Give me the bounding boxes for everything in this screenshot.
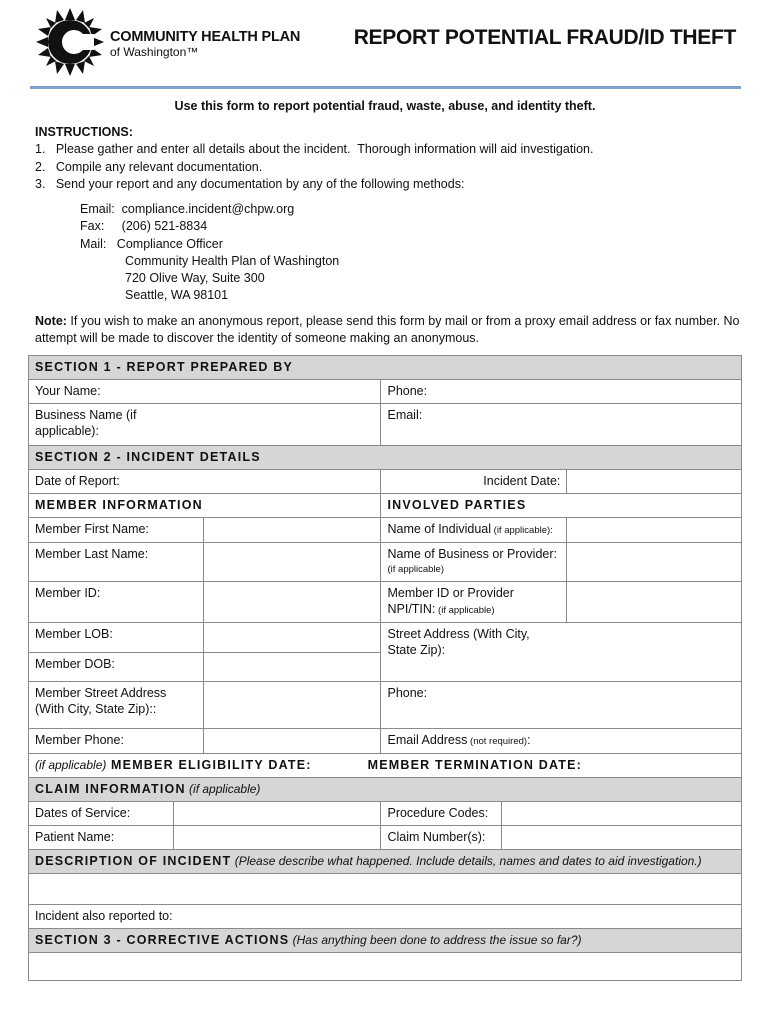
phone-label: Phone: — [387, 384, 428, 398]
patient-name-input[interactable] — [173, 826, 381, 850]
incident-date-input[interactable] — [567, 470, 742, 494]
org-name: COMMUNITY HEALTH PLAN — [110, 29, 301, 45]
report-form — [28, 355, 742, 981]
name-of-business-note: (if applicable) — [387, 564, 444, 575]
date-of-report-field[interactable] — [29, 470, 381, 494]
claim-info-note: (if applicable) — [185, 782, 261, 796]
instruction-step: 1. Please gather and enter all details about the incident. Thorough information will aid investigation. — [35, 142, 594, 157]
description-note: (Please describe what happened. Include details, names and dates to aid investigation.) — [231, 854, 702, 868]
org-subname: of Washington™ — [110, 45, 199, 59]
provider-id-label — [381, 582, 567, 623]
instruction-step: 3. Send your report and any documentation by any of the following methods: — [35, 177, 465, 192]
intro-text: Use this form to report potential fraud, waste, abuse, and identity theft. — [174, 99, 596, 113]
name-of-business-input[interactable] — [567, 543, 742, 582]
party-phone-label: Phone: — [387, 686, 428, 700]
name-of-individual-input[interactable] — [567, 518, 742, 543]
member-dob-label: Member DOB: — [29, 653, 204, 682]
dates-of-service-label: Dates of Service: — [29, 802, 174, 826]
corrective-actions-input[interactable] — [29, 953, 742, 981]
member-info-heading: MEMBER INFORMATION — [29, 494, 381, 518]
instructions — [35, 124, 745, 194]
member-phone-input[interactable] — [203, 729, 381, 754]
email-address-label: Email Address — [387, 733, 468, 747]
eligibility-label: MEMBER ELIGIBILITY DATE: — [106, 758, 312, 772]
description-text: DESCRIPTION OF INCIDENT — [35, 854, 232, 868]
claim-numbers-label: Claim Number(s): — [381, 826, 502, 850]
section3-heading — [29, 929, 742, 953]
member-lob-input[interactable] — [203, 623, 381, 653]
note-text: If you wish to make an anonymous report, please send this form by mail or from a proxy email address or fax number. No attempt will be made to discover the identity of someone making an anonymous. — [35, 314, 740, 346]
address-line: 720 Olive Way, Suite 300 — [125, 271, 265, 286]
procedure-codes-input[interactable] — [502, 802, 742, 826]
member-first-name-input[interactable] — [203, 518, 381, 543]
member-id-label: Member ID: — [29, 582, 204, 623]
contact-methods — [80, 201, 339, 305]
section3-note: (Has anything been done to address the issue so far?) — [289, 933, 582, 947]
member-lob-label: Member LOB: — [29, 623, 204, 653]
procedure-codes-label: Procedure Codes: — [381, 802, 502, 826]
member-street-text: Member Street Address (With City, State Zip):: — [35, 686, 167, 716]
section3-text: SECTION 3 - CORRECTIVE ACTIONS — [35, 933, 290, 947]
business-name-label: Business Name (if applicable): — [35, 408, 137, 438]
instructions-heading: INSTRUCTIONS: — [35, 125, 133, 139]
party-street-address-label: Street Address (With City, State Zip): — [387, 627, 530, 657]
claim-info-heading — [29, 778, 742, 802]
description-heading — [29, 850, 742, 874]
eligibility-row[interactable] — [29, 754, 742, 778]
section1-heading: SECTION 1 - REPORT PREPARED BY — [29, 356, 742, 380]
name-of-individual-note: (if applicable): — [491, 525, 553, 536]
also-reported-field[interactable] — [29, 905, 742, 929]
provider-id-input[interactable] — [567, 582, 742, 623]
patient-name-label: Patient Name: — [29, 826, 174, 850]
header — [0, 0, 770, 92]
provider-id-text: Member ID or Provider NPI/TIN: — [387, 586, 514, 616]
member-last-name-input[interactable] — [203, 543, 381, 582]
email-address-field[interactable] — [381, 729, 742, 754]
email-method: Email: compliance.incident@chpw.org — [80, 202, 295, 216]
party-street-address-field[interactable] — [381, 623, 742, 682]
note — [35, 313, 747, 348]
instruction-step: 2. Compile any relevant documentation. — [35, 159, 263, 174]
member-street-label — [29, 682, 204, 729]
party-phone-field[interactable] — [381, 682, 742, 729]
member-first-name-label: Member First Name: — [29, 518, 204, 543]
member-dob-input[interactable] — [203, 653, 381, 682]
fax-method: Fax: (206) 521-8834 — [80, 219, 208, 234]
date-of-report-label: Date of Report: — [35, 474, 120, 488]
name-of-individual-label — [381, 518, 567, 543]
name-of-business-label — [381, 543, 567, 582]
your-name-label: Your Name: — [35, 384, 101, 398]
name-of-individual-text: Name of Individual — [387, 522, 492, 536]
your-name-field[interactable] — [29, 380, 381, 404]
name-of-business-text: Name of Business or Provider: — [387, 547, 557, 561]
email-address-note: (not required) — [467, 736, 528, 747]
involved-parties-heading: INVOLVED PARTIES — [381, 494, 742, 518]
header-divider — [30, 86, 741, 89]
address-line: Community Health Plan of Washington — [125, 253, 340, 268]
phone-field[interactable] — [381, 380, 742, 404]
member-last-name-label: Member Last Name: — [29, 543, 204, 582]
business-name-field[interactable] — [29, 404, 381, 446]
claim-info-text: CLAIM INFORMATION — [35, 782, 186, 796]
address-line: Seattle, WA 98101 — [125, 288, 229, 303]
email-label: Email: — [387, 408, 423, 422]
note-label: Note: — [35, 314, 67, 328]
email-address-colon: : — [527, 733, 531, 747]
chpw-logo-icon — [36, 8, 104, 76]
description-input[interactable] — [29, 874, 742, 905]
termination-label: MEMBER TERMINATION DATE: — [367, 758, 583, 772]
incident-date-label: Incident Date: — [381, 470, 567, 494]
email-field[interactable] — [381, 404, 742, 446]
section2-heading: SECTION 2 - INCIDENT DETAILS — [29, 446, 742, 470]
page-title: REPORT POTENTIAL FRAUD/ID THEFT — [353, 26, 736, 49]
claim-numbers-input[interactable] — [502, 826, 742, 850]
also-reported-label: Incident also reported to: — [35, 909, 173, 923]
provider-id-note: (if applicable) — [435, 605, 495, 616]
member-phone-label: Member Phone: — [29, 729, 204, 754]
member-street-input[interactable] — [203, 682, 381, 729]
mail-method: Mail: Compliance Officer — [80, 236, 223, 251]
eligibility-prefix: (if applicable) — [35, 758, 107, 772]
member-id-input[interactable] — [203, 582, 381, 623]
dates-of-service-input[interactable] — [173, 802, 381, 826]
